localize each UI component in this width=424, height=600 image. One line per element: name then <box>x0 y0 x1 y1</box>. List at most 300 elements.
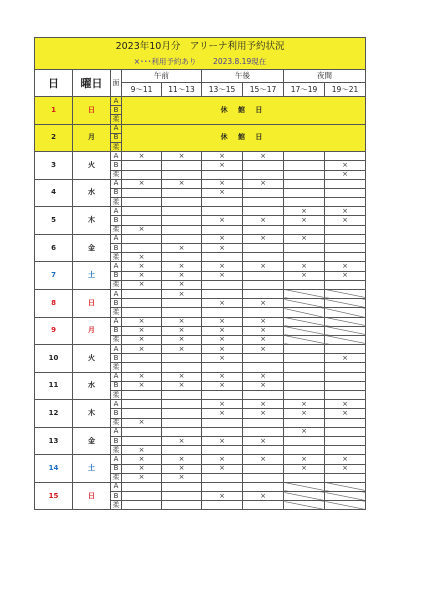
slot-cell: × <box>202 400 243 409</box>
day-row <box>35 400 366 409</box>
slot-cell <box>284 289 325 298</box>
slot-cell: × <box>202 335 243 344</box>
facility-label: 柔 <box>112 280 120 289</box>
slot-cell: × <box>243 216 284 225</box>
facility-label: B <box>111 216 122 225</box>
slot-cell <box>284 244 325 253</box>
slot-cell: × <box>162 473 202 482</box>
facility-label: 柔 <box>112 252 120 261</box>
slot-cell <box>325 225 366 234</box>
slot-cell <box>325 179 366 188</box>
slot-cell <box>284 335 325 344</box>
slot-cell <box>162 409 202 418</box>
slot-cell: × <box>122 179 162 188</box>
facility-label: 柔 <box>112 335 120 344</box>
facility-label: A <box>111 317 122 326</box>
weekday: 水 <box>73 372 111 400</box>
slot-cell <box>325 188 366 197</box>
slot-cell: × <box>162 436 202 445</box>
day-number: 6 <box>35 234 73 262</box>
reservation-table <box>34 37 366 510</box>
slot-cell <box>325 152 366 161</box>
facility-label: B <box>111 161 122 170</box>
slot-cell <box>243 244 284 253</box>
slot-cell <box>243 161 284 170</box>
slot-cell <box>284 363 325 372</box>
slot-cell: × <box>284 216 325 225</box>
day-row <box>35 124 366 133</box>
slot-cell <box>122 409 162 418</box>
slot-cell <box>284 152 325 161</box>
slot-cell <box>162 363 202 372</box>
slot-cell: × <box>243 179 284 188</box>
slot-cell: × <box>162 262 202 271</box>
slot-cell: × <box>284 400 325 409</box>
slot-cell <box>284 170 325 179</box>
weekday: 土 <box>73 262 111 290</box>
slot-cell: × <box>202 299 243 308</box>
slot-cell <box>325 289 366 298</box>
slot-cell <box>325 317 366 326</box>
slot-cell <box>325 335 366 344</box>
weekday: 日 <box>73 289 111 317</box>
legend-text: ×･･･利用予約あり <box>133 57 197 67</box>
slot-cell <box>243 289 284 298</box>
slot-cell: × <box>325 455 366 464</box>
day-number: 13 <box>35 427 73 455</box>
slot-cell <box>122 161 162 170</box>
slot-cell <box>243 280 284 289</box>
weekday: 火 <box>73 152 111 180</box>
day-number: 14 <box>35 455 73 483</box>
slot-cell: × <box>243 381 284 390</box>
slot-cell: × <box>243 372 284 381</box>
day-number: 1 <box>35 97 73 125</box>
slot-cell: × <box>284 262 325 271</box>
slot-cell <box>243 188 284 197</box>
slot-cell: × <box>202 271 243 280</box>
slot-cell: × <box>202 372 243 381</box>
slot-cell <box>122 188 162 197</box>
slot-cell <box>284 391 325 400</box>
slot-cell <box>325 372 366 381</box>
date-header: 日 <box>35 70 73 97</box>
weekday: 火 <box>73 345 111 373</box>
slot-cell <box>243 473 284 482</box>
slot-cell <box>122 216 162 225</box>
slot-cell: × <box>122 345 162 354</box>
day-number: 3 <box>35 152 73 180</box>
slot-cell <box>122 427 162 436</box>
slot-cell <box>325 363 366 372</box>
slot-cell: × <box>325 464 366 473</box>
slot-cell: × <box>202 455 243 464</box>
slot-cell: × <box>202 354 243 363</box>
slot-cell: × <box>284 409 325 418</box>
slot-cell <box>284 299 325 308</box>
slot-cell <box>202 280 243 289</box>
slot-cell: × <box>202 262 243 271</box>
slot-cell: × <box>122 464 162 473</box>
slot-cell <box>122 501 162 510</box>
slot-cell <box>284 280 325 289</box>
slot-cell <box>162 253 202 262</box>
day-number: 8 <box>35 289 73 317</box>
slot-cell: × <box>202 244 243 253</box>
slot-cell <box>162 391 202 400</box>
weekday: 月 <box>73 317 111 345</box>
facility-label: B <box>111 271 122 280</box>
slot-cell <box>325 299 366 308</box>
period-afternoon: 午後 <box>202 70 284 83</box>
slot-cell <box>284 418 325 427</box>
slot-cell: × <box>202 317 243 326</box>
slot-cell <box>162 299 202 308</box>
facility-label: B <box>111 106 122 115</box>
slot-cell <box>243 170 284 179</box>
slot-cell <box>243 427 284 436</box>
slot-cell: × <box>122 317 162 326</box>
slot-cell <box>162 400 202 409</box>
slot-cell <box>162 501 202 510</box>
facility-label: 柔 <box>112 170 120 179</box>
slot-cell <box>122 363 162 372</box>
weekday: 金 <box>73 234 111 262</box>
slot-cell: × <box>243 409 284 418</box>
slot-cell <box>325 381 366 390</box>
slot-cell <box>122 308 162 317</box>
facility-label: 柔 <box>112 142 120 151</box>
slot-cell <box>162 482 202 491</box>
slot-cell: × <box>202 234 243 243</box>
slot-cell <box>162 188 202 197</box>
slot-cell: × <box>243 234 284 243</box>
slot-cell <box>325 326 366 335</box>
slot-cell: × <box>202 464 243 473</box>
slot-cell <box>202 391 243 400</box>
facility-label: 柔 <box>112 307 120 316</box>
slot-header: 11～13 <box>162 83 202 97</box>
slot-cell <box>325 436 366 445</box>
slot-cell <box>284 345 325 354</box>
weekday: 木 <box>73 400 111 428</box>
slot-cell: × <box>202 216 243 225</box>
facility-label: B <box>111 436 122 445</box>
slot-cell <box>162 308 202 317</box>
note-row <box>35 55 366 70</box>
slot-cell: × <box>162 271 202 280</box>
slot-cell <box>162 418 202 427</box>
slot-cell: × <box>202 409 243 418</box>
slot-cell <box>122 289 162 298</box>
slot-cell: × <box>243 152 284 161</box>
day-row <box>35 455 366 464</box>
slot-cell <box>202 253 243 262</box>
slot-cell: × <box>284 207 325 216</box>
slot-header: 17～19 <box>284 83 325 97</box>
slot-cell: × <box>243 345 284 354</box>
day-number: 5 <box>35 207 73 235</box>
slot-cell: × <box>162 280 202 289</box>
facility-label: 柔 <box>112 390 120 399</box>
slot-cell <box>243 207 284 216</box>
slot-cell: × <box>122 381 162 390</box>
slot-cell: × <box>162 372 202 381</box>
day-row <box>35 234 366 243</box>
slot-cell: × <box>243 335 284 344</box>
slot-cell <box>122 482 162 491</box>
slot-cell: × <box>325 400 366 409</box>
slot-cell: × <box>122 225 162 234</box>
slot-cell <box>284 225 325 234</box>
slot-cell: × <box>243 436 284 445</box>
slot-cell <box>325 280 366 289</box>
facility-label: A <box>111 400 122 409</box>
slot-cell: × <box>122 152 162 161</box>
day-row <box>35 152 366 161</box>
slot-cell <box>202 418 243 427</box>
day-row <box>35 345 366 354</box>
slot-cell <box>325 253 366 262</box>
facility-label: A <box>111 482 122 491</box>
slot-cell <box>243 253 284 262</box>
slot-cell <box>202 198 243 207</box>
day-number: 15 <box>35 482 73 510</box>
slot-cell: × <box>284 271 325 280</box>
slot-cell <box>162 427 202 436</box>
slot-cell <box>284 372 325 381</box>
weekday: 木 <box>73 207 111 235</box>
slot-cell: × <box>325 170 366 179</box>
slot-cell: × <box>325 161 366 170</box>
slot-cell: × <box>243 455 284 464</box>
slot-cell: × <box>284 427 325 436</box>
slot-cell: × <box>202 161 243 170</box>
slot-cell <box>284 492 325 501</box>
slot-cell: × <box>122 335 162 344</box>
slot-cell: × <box>243 400 284 409</box>
slot-cell <box>243 354 284 363</box>
facility-label: B <box>111 188 122 197</box>
facility-label: B <box>111 464 122 473</box>
slot-cell: × <box>202 179 243 188</box>
slot-cell: × <box>162 244 202 253</box>
slot-cell: × <box>122 271 162 280</box>
period-header-row <box>35 70 366 83</box>
day-number: 7 <box>35 262 73 290</box>
day-row <box>35 482 366 491</box>
facility-label: 柔 <box>112 363 120 372</box>
slot-cell <box>122 299 162 308</box>
slot-cell: × <box>162 289 202 298</box>
slot-cell: × <box>122 253 162 262</box>
facility-label: A <box>111 207 122 216</box>
period-morning: 午前 <box>122 70 202 83</box>
weekday: 土 <box>73 455 111 483</box>
slot-cell <box>284 473 325 482</box>
slot-cell <box>122 170 162 179</box>
slot-cell <box>243 308 284 317</box>
day-row <box>35 262 366 271</box>
slot-cell <box>162 225 202 234</box>
slot-cell: × <box>162 326 202 335</box>
slot-cell <box>122 436 162 445</box>
slot-cell: × <box>243 317 284 326</box>
facility-label: 柔 <box>112 114 120 123</box>
facility-label: A <box>111 124 122 133</box>
slot-cell: × <box>243 492 284 501</box>
slot-cell: × <box>162 455 202 464</box>
slot-cell <box>243 271 284 280</box>
slot-cell <box>325 234 366 243</box>
slot-cell: × <box>122 446 162 455</box>
slot-cell: × <box>202 381 243 390</box>
slot-cell <box>162 354 202 363</box>
slot-cell <box>325 501 366 510</box>
slot-cell: × <box>243 262 284 271</box>
facility-label: A <box>111 455 122 464</box>
slot-cell <box>202 207 243 216</box>
facility-label: A <box>111 345 122 354</box>
slot-cell: × <box>162 345 202 354</box>
facility-label: B <box>111 133 122 142</box>
slot-cell: × <box>122 418 162 427</box>
day-number: 9 <box>35 317 73 345</box>
slot-cell <box>122 198 162 207</box>
slot-cell <box>122 244 162 253</box>
slot-cell <box>202 170 243 179</box>
slot-cell <box>122 234 162 243</box>
weekday: 金 <box>73 427 111 455</box>
slot-cell <box>325 308 366 317</box>
slot-cell <box>202 308 243 317</box>
slot-cell <box>122 492 162 501</box>
slot-cell: × <box>202 436 243 445</box>
slot-cell <box>284 501 325 510</box>
day-row <box>35 289 366 298</box>
slot-cell <box>284 161 325 170</box>
slot-cell <box>284 198 325 207</box>
slot-cell: × <box>325 271 366 280</box>
slot-cell: × <box>162 335 202 344</box>
slot-cell <box>325 492 366 501</box>
day-row <box>35 207 366 216</box>
slot-cell: × <box>122 326 162 335</box>
weekday-header: 曜日 <box>73 70 111 97</box>
slot-cell: × <box>122 280 162 289</box>
slot-cell <box>202 289 243 298</box>
slot-cell: × <box>162 464 202 473</box>
facility-label: B <box>111 409 122 418</box>
facility-label: 柔 <box>112 473 120 482</box>
facility-label: 柔 <box>112 197 120 206</box>
slot-cell: × <box>162 152 202 161</box>
slot-cell <box>284 482 325 491</box>
slot-cell <box>325 244 366 253</box>
slot-cell: × <box>284 464 325 473</box>
slot-cell: × <box>202 345 243 354</box>
slot-cell <box>162 170 202 179</box>
day-number: 10 <box>35 345 73 373</box>
slot-cell <box>325 345 366 354</box>
slot-cell <box>122 400 162 409</box>
slot-cell <box>284 317 325 326</box>
slot-cell: × <box>202 492 243 501</box>
slot-cell: × <box>284 455 325 464</box>
slot-cell <box>284 446 325 455</box>
facility-label: A <box>111 289 122 298</box>
facility-label: B <box>111 244 122 253</box>
slot-cell <box>243 363 284 372</box>
closed-day-label: 休 館 日 <box>122 124 366 152</box>
facility-label: A <box>111 97 122 106</box>
weekday: 月 <box>73 124 111 152</box>
slot-cell <box>243 418 284 427</box>
slot-header: 9～11 <box>122 83 162 97</box>
day-number: 11 <box>35 372 73 400</box>
title-row <box>35 38 366 56</box>
facility-label: A <box>111 262 122 271</box>
facility-label: B <box>111 354 122 363</box>
slot-cell <box>243 446 284 455</box>
slot-cell <box>243 501 284 510</box>
slot-cell: × <box>162 179 202 188</box>
slot-cell: × <box>162 317 202 326</box>
slot-cell <box>284 326 325 335</box>
slot-cell <box>243 198 284 207</box>
slot-cell <box>325 446 366 455</box>
slot-cell <box>202 363 243 372</box>
slot-cell <box>162 446 202 455</box>
slot-cell <box>325 418 366 427</box>
facility-label: A <box>111 427 122 436</box>
slot-cell: × <box>325 409 366 418</box>
slot-cell <box>325 473 366 482</box>
slot-cell: × <box>325 207 366 216</box>
facility-label: 柔 <box>112 445 120 454</box>
slot-cell <box>325 427 366 436</box>
slot-cell <box>284 436 325 445</box>
facility-label: B <box>111 299 122 308</box>
facility-label: B <box>111 326 122 335</box>
facility-label: A <box>111 372 122 381</box>
slot-cell: × <box>202 188 243 197</box>
weekday: 日 <box>73 482 111 510</box>
slot-cell: × <box>325 216 366 225</box>
slot-cell <box>202 473 243 482</box>
day-number: 12 <box>35 400 73 428</box>
weekday: 水 <box>73 179 111 207</box>
slot-cell <box>284 308 325 317</box>
slot-cell <box>325 198 366 207</box>
slot-cell <box>325 391 366 400</box>
slot-cell <box>122 391 162 400</box>
slot-cell <box>284 253 325 262</box>
day-row <box>35 97 366 106</box>
facility-header: 面 <box>111 70 122 97</box>
slot-cell: × <box>122 372 162 381</box>
slot-cell <box>202 225 243 234</box>
slot-cell <box>284 179 325 188</box>
facility-label: 柔 <box>112 225 120 234</box>
facility-label: B <box>111 492 122 501</box>
weekday: 日 <box>73 97 111 125</box>
slot-cell: × <box>243 299 284 308</box>
slot-cell <box>122 354 162 363</box>
slot-header: 13～15 <box>202 83 243 97</box>
slot-cell: × <box>122 262 162 271</box>
day-row <box>35 317 366 326</box>
